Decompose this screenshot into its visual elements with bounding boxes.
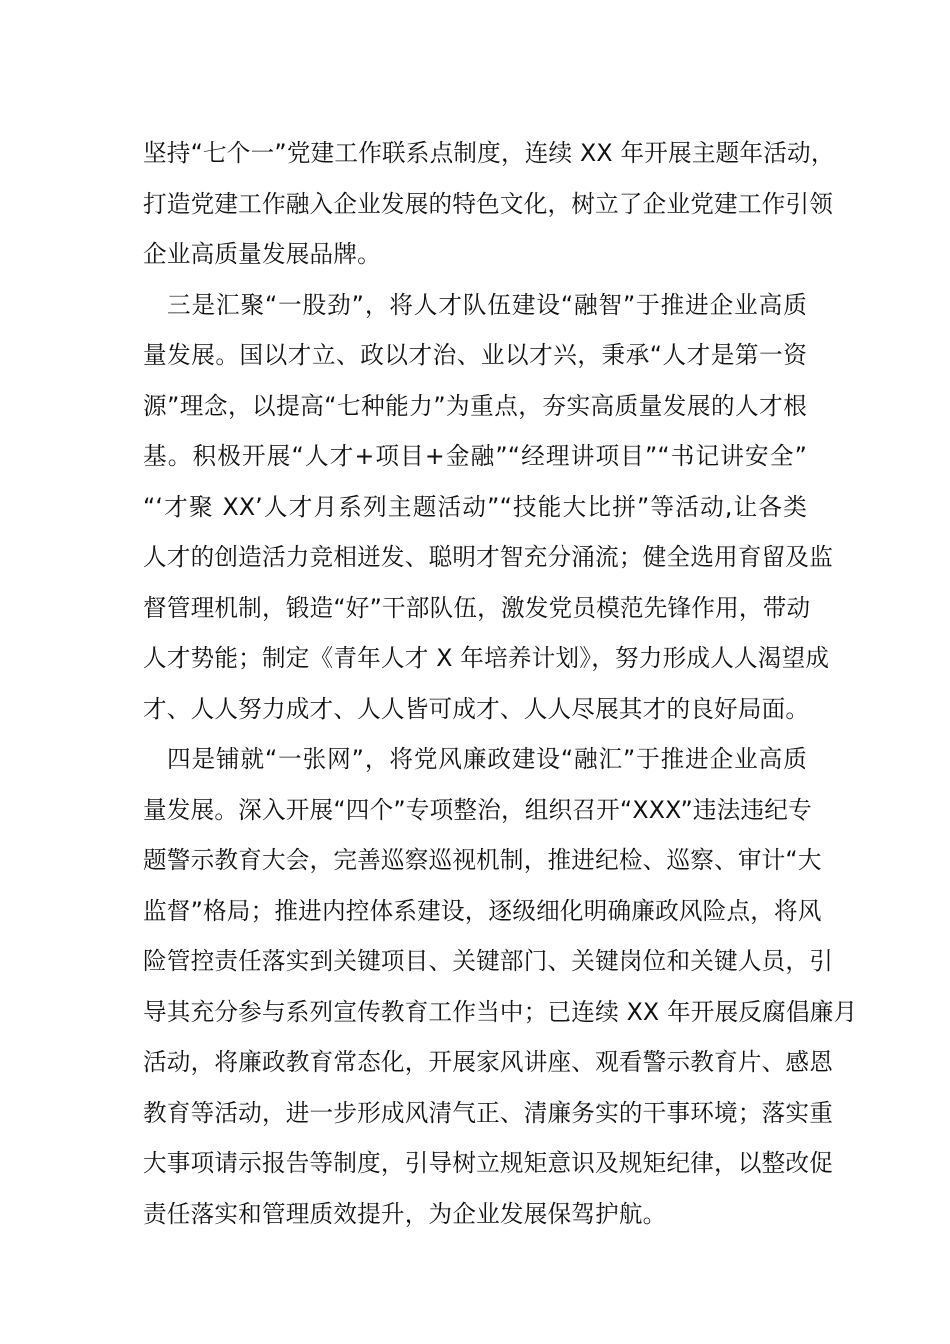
- paragraph-line: 导其充分参与系列宣传教育工作当中；已连续 XX 年开展反腐倡廉月: [143, 997, 858, 1026]
- paragraph-line: “‘才聚 XX’人才月系列主题活动”“技能大比拼”等活动,让各类: [143, 492, 807, 521]
- paragraph-line: 教育等活动，进一步形成风清气正、清廉务实的干事环境；落实重: [143, 1098, 834, 1127]
- paragraph-line: 活动，将廉政教育常态化，开展家风讲座、观看警示教育片、感恩: [143, 1048, 834, 1076]
- paragraph-line: 才、人人努力成才、人人皆可成才、人人尽展其才的良好局面。: [143, 694, 810, 723]
- paragraph-line: 企业高质量发展品牌。: [143, 240, 381, 268]
- paragraph-line: 题警示教育大会，完善巡察巡视机制，推进纪检、巡察、审计“大: [143, 846, 822, 874]
- paragraph-line: 大事项请示报告等制度，引导树立规矩意识及规矩纪律，以整改促: [143, 1149, 834, 1177]
- paragraph-line: 源”理念，以提高“七种能力”为重点，夯实高质量发展的人才根: [143, 391, 807, 420]
- paragraph-line: 督管理机制，锻造“好”干部队伍，激发党员模范先锋作用，带动: [143, 593, 811, 622]
- paragraph-line: 监督”格局；推进内控体系建设，逐级细化明确廉政风险点，将风: [143, 896, 822, 925]
- document-body: [143, 128, 858, 1239]
- paragraph-line: 坚持“七个一”党建工作联系点制度，连续 XX 年开展主题年活动，: [143, 139, 835, 167]
- paragraph-1: [143, 128, 835, 280]
- paragraph-2: [143, 280, 834, 735]
- paragraph-line: 人才势能；制定《青年人才 X 年培养计划》，努力形成人人渴望成: [143, 644, 830, 672]
- paragraph-line: 量发展。深入开展“四个”专项整治，组织召开“XXX”违法违纪专: [143, 795, 812, 824]
- paragraph-line: 三是汇聚“一股劲”，将人才队伍建设“融智”于推进企业高质: [167, 290, 807, 319]
- paragraph-line: 人才的创造活力竞相迸发、聪明才智充分涌流；健全选用育留及监: [143, 543, 834, 571]
- paragraph-line: 险管控责任落实到关键项目、关键部门、关键岗位和关键人员，引: [143, 947, 834, 975]
- paragraph-3: [143, 734, 858, 1239]
- paragraph-line: 责任落实和管理质效提升，为企业发展保驾护航。: [143, 1199, 667, 1228]
- paragraph-line: 基。积极开展“人才+项目+金融”“经理讲项目”“书记讲安全”: [143, 442, 807, 470]
- paragraph-line: 四是铺就“一张网”，将党风廉政建设“融汇”于推进企业高质: [167, 745, 807, 773]
- paragraph-line: 打造党建工作融入企业发展的特色文化，树立了企业党建工作引领: [143, 189, 834, 218]
- paragraph-line: 量发展。国以才立、政以才治、业以才兴，秉承“人才是第一资: [143, 341, 807, 369]
